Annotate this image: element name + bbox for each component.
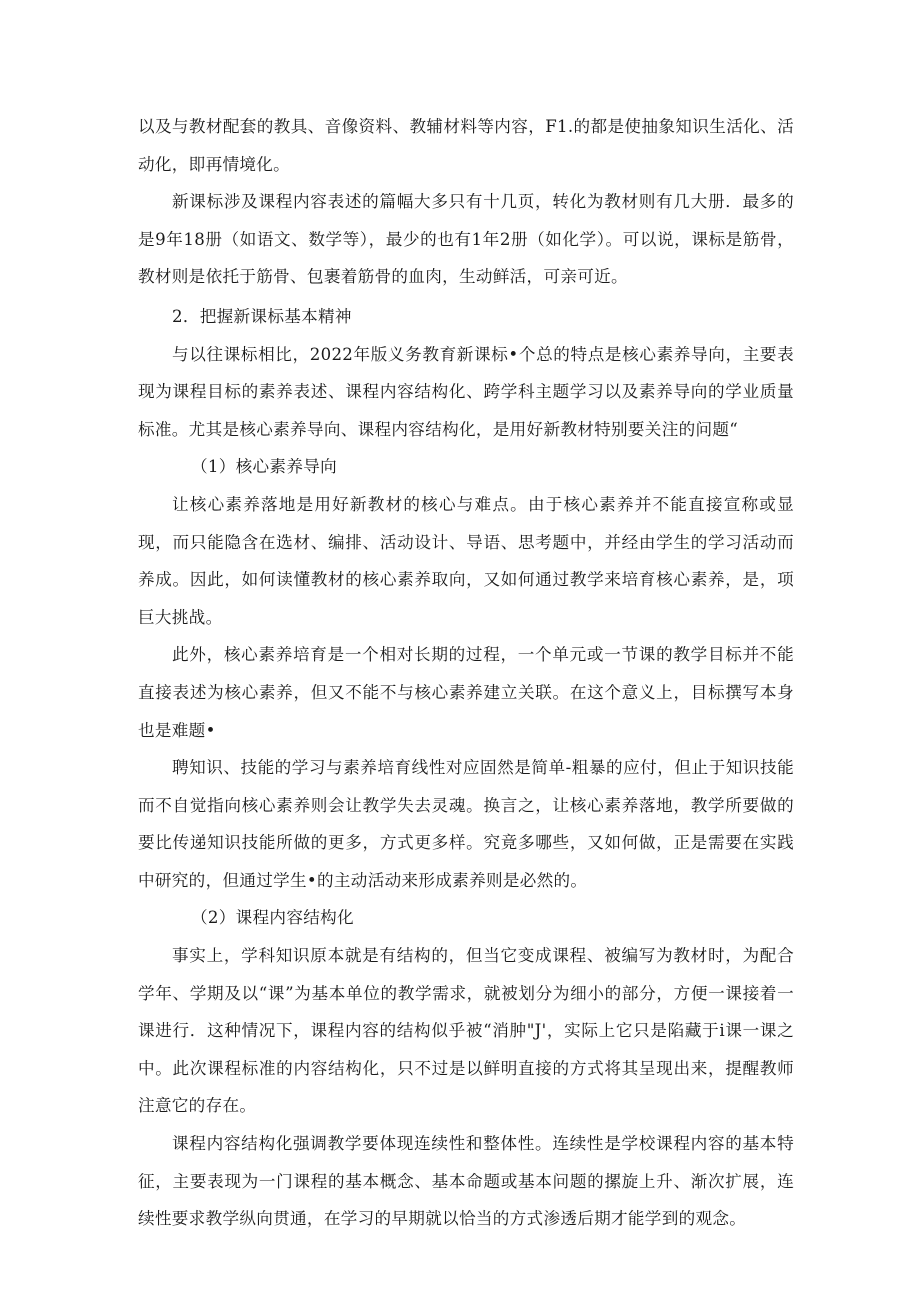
paragraph-core-literacy-landing: 让核心素养落地是用好新教材的核心与难点。由于核心素养并不能直接宣称或显现，而只能隐含在选材、编排、活动设计、导语、思考题中，并经由学生的学习活动而养成。因此，如何读懂教材的核心素养取向，又如何通过教学来培育核心素养，是，项巨大挑战。 (138, 494, 794, 627)
paragraph-core-literacy-overview: 与以往课标相比，2022年版义务教育新课标•个总的特点是核心素养导向，主要表现为课程目标的素养表述、课程内容结构化、跨学科主题学习以及素养导向的学业质量标准。尤其是核心素养导向、课程内容结构化，是用好新教材特别要关注的问题“ (138, 344, 794, 439)
subsection-heading-core-literacy: （1）核心素养导向 (191, 457, 338, 477)
paragraph-knowledge-skills: 聘知识、技能的学习与素养培育线性对应固然是简单-粗暴的应付，但止于知识技能而不自觉指向核心素养则会让教学失去灵魂。换言之，让核心素养落地，教学所要做的要比传递知识技能所做的更多，方式更多样。究竟多哪些，又如何做，正是需要在实践中研究的，但通过学生•的主动活动来形成素养则是必然的。 (138, 758, 794, 890)
paragraph-knowledge-structure: 事实上，学科知识原本就是有结构的，但当它变成课程、被编写为教材时，为配合学年、学期及以“课”为基本单位的教学需求，就被划分为细小的部分，方便一课接着一课进行．这种情况下，课程内容的结构似乎被“消肿"J'，实际上它只是陷藏于i课一课之中。此次课程标准的内容结构化，只不过是以鲜明直接的方式将其呈现出来，提醒教师注意它的存在。 (138, 946, 794, 1116)
paragraph-long-term-cultivation: 此外，核心素养培育是一个相对长期的过程，一个单元或一节课的教学目标并不能直接表述为核心素养，但又不能不与核心素养建立关联。在这个意义上，目标撰写本身也是难题• (138, 645, 794, 740)
paragraph-curriculum-vs-textbook: 新课标涉及课程内容表述的篇幅大多只有十几页，转化为教材则有几大册．最多的是9年18册（如语文、数学等），最少的也有1年2册（如化学）。可以说，课标是筋骨，教材则是依托于筋骨、包裹着筋骨的血肉，生动鲜活，可亲可近。 (138, 192, 794, 287)
section-heading-basic-spirit: 2．把握新课标基本精神 (172, 306, 352, 326)
paragraph-continuity-integrity: 课程内容结构化强调教学要体现连续性和整体性。连续性是学校课程内容的基本特征，主要表现为一门课程的基本概念、基本命题或基本问题的摞旋上升、渐次扩展，连续性要求教学纵向贯通，在学习的早期就以恰当的方式渗透后期才能学到的观念。 (138, 1134, 794, 1229)
paragraph-teaching-materials: 以及与教材配套的教具、音像资料、教辅材料等内容，F1.的都是使抽象知识生活化、活动化，即再情境化。 (138, 117, 794, 174)
document-body (138, 108, 794, 1238)
subsection-heading-content-structure: （2）课程内容结构化 (191, 908, 354, 928)
